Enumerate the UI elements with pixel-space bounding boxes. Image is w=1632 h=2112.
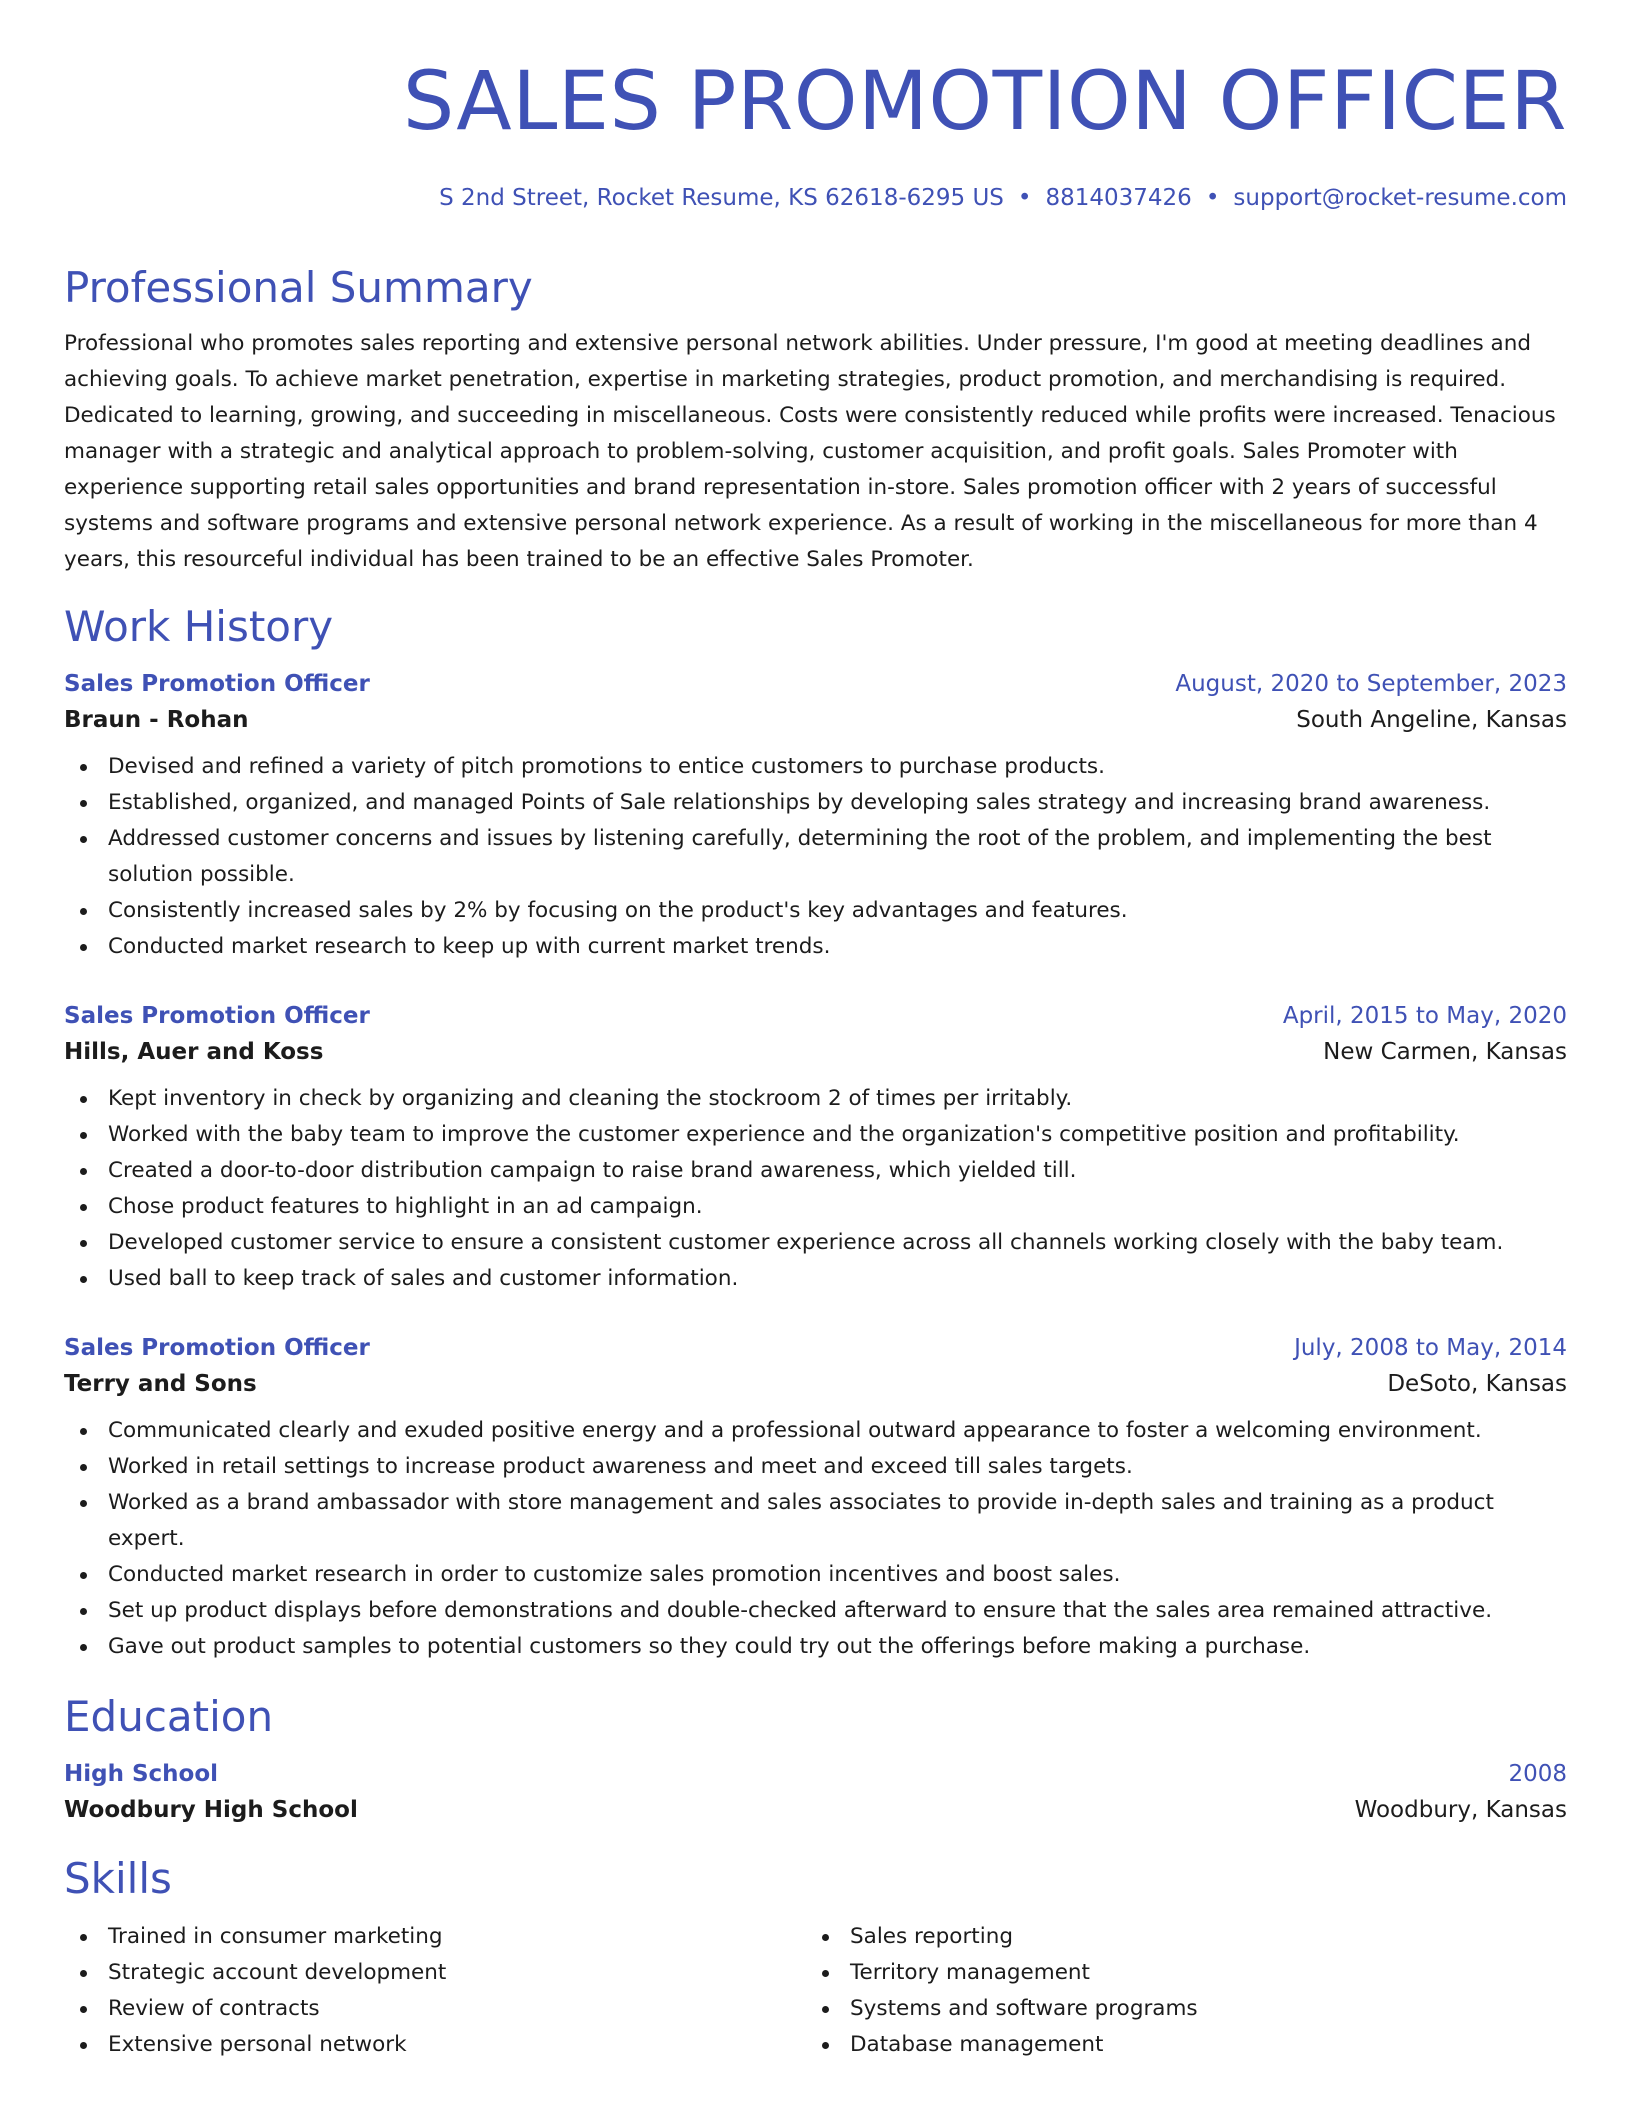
job-dates: August, 2020 to September, 2023 <box>1175 671 1567 697</box>
contact-email[interactable]: support@rocket-resume.com <box>1233 185 1567 211</box>
skill-item: Strategic account development <box>64 1955 806 1991</box>
job-location: DeSoto, Kansas <box>1387 1371 1567 1397</box>
job-subheader <box>64 1365 1567 1403</box>
job-bullets <box>64 749 1567 965</box>
contact-phone: 8814037426 <box>1045 185 1192 211</box>
job-bullet: Devised and refined a variety of pitch promotions to entice customers to purchase products. <box>64 749 1567 785</box>
education-year: 2008 <box>1508 1761 1567 1787</box>
education-school: Woodbury High School <box>64 1797 358 1823</box>
job-company: Terry and Sons <box>64 1371 257 1397</box>
job-bullet: Chose product features to highlight in an ad campaign. <box>64 1189 1567 1225</box>
contact-separator: • <box>1205 185 1220 211</box>
skill-item: Territory management <box>806 1955 1548 1991</box>
skill-item: Review of contracts <box>64 1991 806 2027</box>
job-bullet: Conducted market research in order to customize sales promotion incentives and boost sales. <box>64 1557 1567 1593</box>
education-heading: Education <box>64 1692 274 1741</box>
job-subheader <box>64 701 1567 739</box>
skill-item: Database management <box>806 2027 1548 2063</box>
job-dates: July, 2008 to May, 2014 <box>1294 1335 1567 1361</box>
education-degree: High School <box>64 1761 219 1787</box>
skill-item: Systems and software programs <box>806 1991 1548 2027</box>
job-bullet: Created a door-to-door distribution campaign to raise brand awareness, which yielded till. <box>64 1153 1567 1189</box>
job-entry <box>64 999 1567 1297</box>
job-bullet: Addressed customer concerns and issues by listening carefully, determining the root of the problem, and implementing the best solution possible. <box>64 821 1567 893</box>
skill-item: Extensive personal network <box>64 2027 806 2063</box>
skills-columns <box>64 1919 1567 2063</box>
job-location: South Angeline, Kansas <box>1296 707 1567 733</box>
contact-line <box>64 182 1567 214</box>
job-bullet: Used ball to keep track of sales and customer information. <box>64 1261 1567 1297</box>
job-bullet: Worked with the baby team to improve the customer experience and the organization's competitive position and profitability. <box>64 1117 1567 1153</box>
job-bullet: Communicated clearly and exuded positive energy and a professional outward appearance to foster a welcoming environment. <box>64 1413 1567 1449</box>
contact-separator: • <box>1017 185 1032 211</box>
contact-address: S 2nd Street, Rocket Resume, KS 62618-6295 US <box>439 185 1004 211</box>
education-subheader <box>64 1791 1567 1829</box>
job-bullet: Developed customer service to ensure a consistent customer experience across all channels working closely with the baby team. <box>64 1225 1567 1261</box>
job-company: Braun - Rohan <box>64 707 249 733</box>
education-header <box>64 1757 1567 1791</box>
job-bullet: Consistently increased sales by 2% by focusing on the product's key advantages and features. <box>64 893 1567 929</box>
summary-heading: Professional Summary <box>64 263 533 312</box>
resume-title: SALES PROMOTION OFFICER <box>402 55 1567 149</box>
job-dates: April, 2015 to May, 2020 <box>1282 1003 1567 1029</box>
job-bullet: Established, organized, and managed Points of Sale relationships by developing sales strategy and increasing brand awareness. <box>64 785 1567 821</box>
job-bullets <box>64 1413 1567 1665</box>
job-header <box>64 999 1567 1033</box>
skills-list-right <box>806 1919 1548 2063</box>
skills-list-left <box>64 1919 806 2063</box>
job-header <box>64 1331 1567 1365</box>
job-title: Sales Promotion Officer <box>64 671 370 697</box>
work-history-heading: Work History <box>64 602 334 651</box>
education-location: Woodbury, Kansas <box>1354 1797 1567 1823</box>
job-title: Sales Promotion Officer <box>64 1003 370 1029</box>
job-bullet: Set up product displays before demonstrations and double-checked afterward to ensure that the sales area remained attractive. <box>64 1593 1567 1629</box>
job-location: New Carmen, Kansas <box>1323 1039 1567 1065</box>
summary-text: Professional who promotes sales reporting and extensive personal network abilities. Under pressure, I'm good at meeting deadlines and achieving goals. To achieve market penetration, expertise in marketing strategies, product promotion, and merchandising is required. Dedicated to learning, growing, and succeeding in miscellaneous. Costs were consistently reduced while profits were increased. Tenacious manager with a strategic and analytical approach to problem-solving, customer acquisition, and profit goals. Sales Promoter with experience supporting retail sales opportunities and brand representation in-store. Sales promotion officer with 2 years of successful systems and software programs and extensive personal network experience. As a result of working in the miscellaneous for more than 4 years, this resourceful individual has been trained to be an effective Sales Promoter. <box>64 331 1556 572</box>
job-bullet: Worked in retail settings to increase product awareness and meet and exceed till sales targets. <box>64 1449 1567 1485</box>
skills-heading: Skills <box>64 1854 172 1903</box>
job-bullet: Kept inventory in check by organizing and cleaning the stockroom 2 of times per irritably. <box>64 1081 1567 1117</box>
job-subheader <box>64 1033 1567 1071</box>
job-entry <box>64 667 1567 965</box>
job-company: Hills, Auer and Koss <box>64 1039 324 1065</box>
education-entry <box>64 1757 1567 1829</box>
job-entry <box>64 1331 1567 1665</box>
job-bullet: Worked as a brand ambassador with store management and sales associates to provide in-depth sales and training as a product expert. <box>64 1485 1567 1557</box>
job-bullet: Gave out product samples to potential customers so they could try out the offerings before making a purchase. <box>64 1629 1567 1665</box>
skill-item: Sales reporting <box>806 1919 1548 1955</box>
job-header <box>64 667 1567 701</box>
job-bullet: Conducted market research to keep up with current market trends. <box>64 929 1567 965</box>
job-title: Sales Promotion Officer <box>64 1335 370 1361</box>
job-bullets <box>64 1081 1567 1297</box>
skill-item: Trained in consumer marketing <box>64 1919 806 1955</box>
resume-page <box>64 0 1567 2063</box>
